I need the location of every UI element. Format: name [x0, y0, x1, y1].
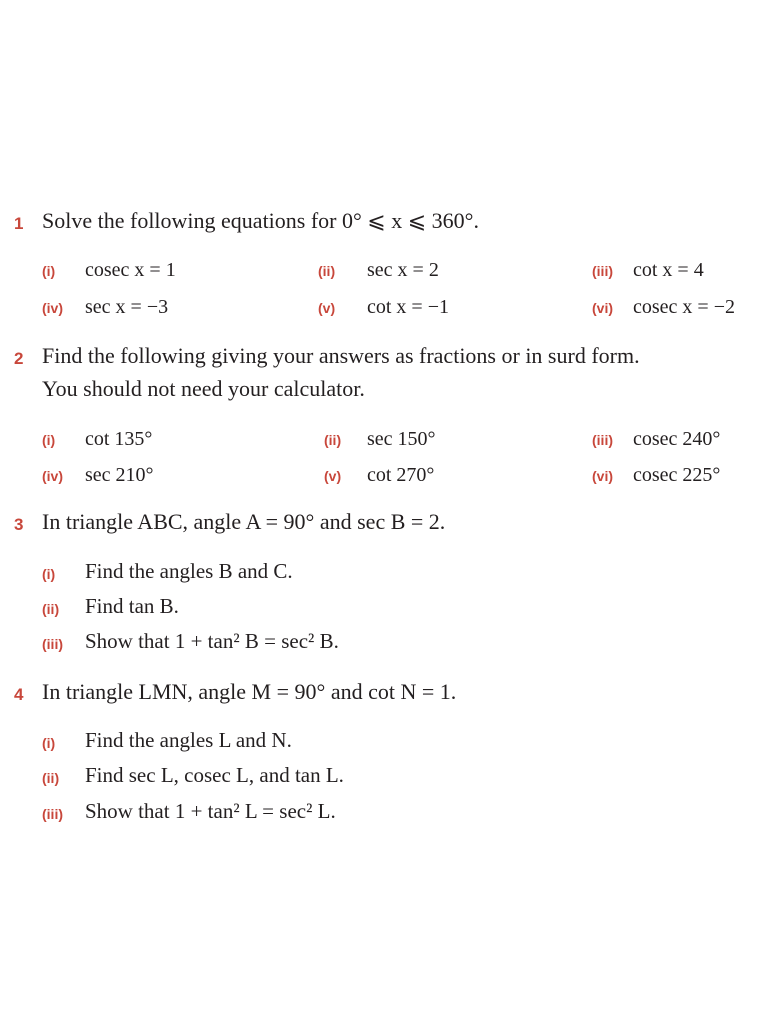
question-number: 4	[14, 685, 24, 704]
part-label: (i)	[42, 432, 56, 448]
question-number: 2	[14, 349, 24, 368]
part-expression: cot 135°	[85, 428, 153, 450]
part-label: (iii)	[592, 263, 613, 279]
part-label: (iii)	[42, 636, 63, 652]
part-expression: cosec 225°	[633, 464, 721, 486]
part-expression: cot x = −1	[367, 296, 449, 318]
question-text-line-2: You should not need your calculator.	[42, 376, 365, 401]
part-label: (iv)	[42, 468, 63, 484]
part-expression: sec x = −3	[85, 296, 169, 318]
part-label: (vi)	[592, 468, 613, 484]
part-expression: cot x = 4	[633, 259, 704, 281]
part-text: Find tan B.	[85, 594, 179, 618]
question-text: Find the following giving your answers as fractions or in surd form.	[42, 343, 640, 368]
part-label: (i)	[42, 566, 56, 582]
question-number: 1	[14, 214, 24, 233]
part-label: (iii)	[592, 432, 613, 448]
part-label: (ii)	[318, 263, 336, 279]
part-expression: sec 210°	[85, 464, 154, 486]
part-expression: cosec x = 1	[85, 259, 176, 281]
part-label: (i)	[42, 263, 56, 279]
part-label: (iii)	[42, 806, 63, 822]
part-label: (ii)	[42, 770, 60, 786]
question-text: In triangle LMN, angle M = 90° and cot N = 1.	[42, 679, 457, 704]
part-expression: cosec x = −2	[633, 296, 735, 318]
part-expression: cot 270°	[367, 464, 435, 486]
part-text: Find sec L, cosec L, and tan L.	[85, 763, 344, 787]
part-label: (ii)	[324, 432, 342, 448]
part-label: (iv)	[42, 300, 63, 316]
question-number: 3	[14, 515, 24, 534]
part-text: Show that 1 + tan² L = sec² L.	[85, 799, 336, 823]
part-expression: sec 150°	[367, 428, 436, 450]
part-label: (i)	[42, 735, 56, 751]
part-label: (v)	[318, 300, 336, 316]
question-text: Solve the following equations for 0° ⩽ x ⩽ 360°.	[42, 208, 479, 233]
part-text: Find the angles L and N.	[85, 728, 292, 752]
part-expression: sec x = 2	[367, 259, 439, 281]
part-text: Show that 1 + tan² B = sec² B.	[85, 629, 339, 653]
question-text: In triangle ABC, angle A = 90° and sec B = 2.	[42, 509, 446, 534]
part-expression: cosec 240°	[633, 428, 721, 450]
part-label: (v)	[324, 468, 342, 484]
part-label: (vi)	[592, 300, 613, 316]
part-label: (ii)	[42, 601, 60, 617]
part-text: Find the angles B and C.	[85, 559, 293, 583]
